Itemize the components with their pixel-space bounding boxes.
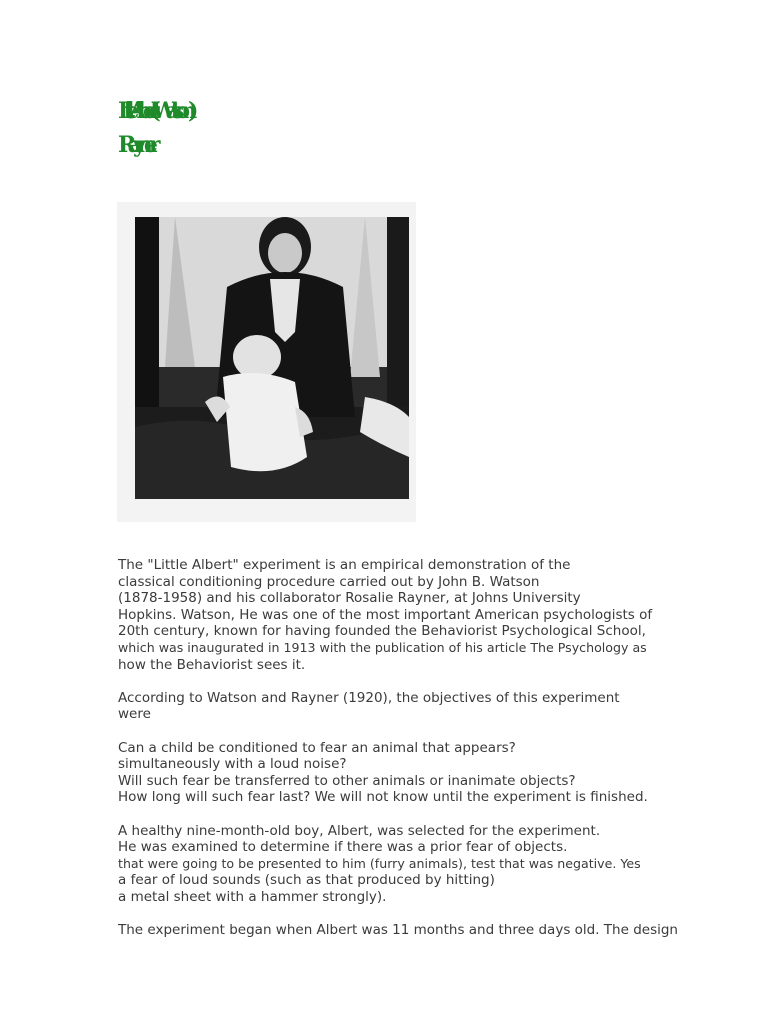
- page-title-line-1: Little Albert (Watson): [118, 98, 190, 124]
- text-line: The "Little Albert" experiment is an empirical demonstration of the: [118, 557, 571, 573]
- text-line: A healthy nine-month-old boy, Albert, was selected for the experiment.: [118, 822, 601, 839]
- text-line: were: [118, 706, 151, 723]
- text-line: He was examined to determine if there was a prior fear of objects.: [118, 839, 568, 856]
- text-line: Can a child be conditioned to fear an animal that appears?: [118, 739, 516, 756]
- photograph-icon: [135, 217, 409, 499]
- text-line: a metal sheet with a hammer strongly).: [118, 888, 387, 905]
- text-line: which was inaugurated in 1913 with the publication of his article The Psychology as: [118, 639, 647, 655]
- page-title-line-2: Rayner: [118, 132, 152, 158]
- text-line: simultaneously with a loud noise?: [118, 756, 347, 773]
- text-line: how the Behaviorist sees it.: [118, 656, 306, 673]
- paragraph: [118, 740, 718, 806]
- photo-frame: [117, 202, 416, 522]
- article-body: [118, 557, 718, 955]
- paragraph: [118, 922, 718, 939]
- text-line: Hopkins. Watson, He was one of the most important American psychologists of: [118, 606, 653, 623]
- text-line: (1878-1958) and his collaborator Rosalie Rayner, at Johns University: [118, 590, 581, 607]
- paragraph: [118, 823, 718, 906]
- text-line: According to Watson and Rayner (1920), the objectives of this experiment: [118, 689, 620, 706]
- text-line: Will such fear be transferred to other animals or inanimate objects?: [118, 772, 576, 789]
- text-line: 20th century, known for having founded the Behaviorist Psychological School,: [118, 623, 646, 640]
- text-line: a fear of loud sounds (such as that produced by hitting): [118, 872, 495, 889]
- text-line: How long will such fear last? We will not know until the experiment is finished.: [118, 789, 648, 806]
- paragraph: [118, 557, 718, 673]
- text-line: classical conditioning procedure carried out by John B. Watson: [118, 573, 540, 590]
- text-line: The experiment began when Albert was 11 months and three days old. The design: [118, 922, 678, 939]
- text-line: that were going to be presented to him (furry animals), test that was negative. Yes: [118, 855, 641, 871]
- paragraph: [118, 690, 718, 723]
